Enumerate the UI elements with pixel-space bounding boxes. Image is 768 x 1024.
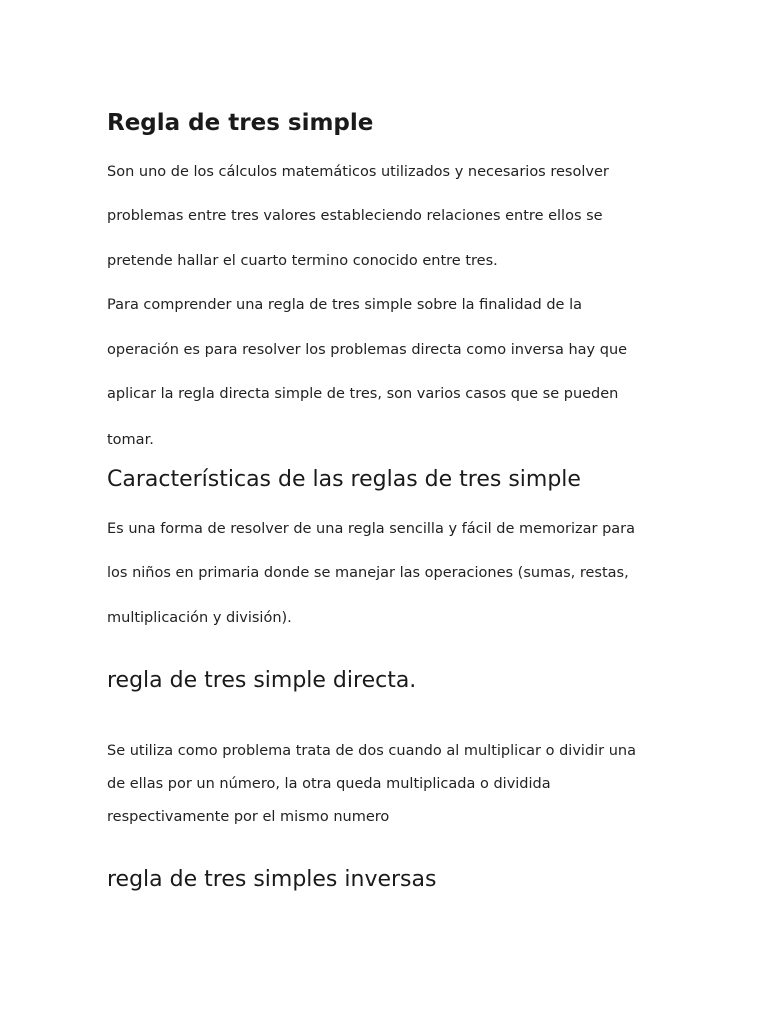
direct-heading: regla de tres simple directa. xyxy=(107,668,417,693)
intro-line-6: aplicar la regla directa simple de tres, son varios casos que se pueden xyxy=(107,386,619,402)
intro-line-2: problemas entre tres valores estableciendo relaciones entre ellos se xyxy=(107,208,603,224)
direct-line-1: Se utiliza como problema trata de dos cuando al multiplicar o dividir una xyxy=(107,743,637,759)
intro-line-5: operación es para resolver los problemas directa como inversa hay que xyxy=(107,342,628,358)
intro-line-7: tomar. xyxy=(107,432,154,448)
intro-line-4: Para comprender una regla de tres simple sobre la finalidad de la xyxy=(107,297,582,313)
intro-line-3: pretende hallar el cuarto termino conocido entre tres. xyxy=(107,253,498,269)
document-title: Regla de tres simple xyxy=(107,110,374,136)
intro-line-1: Son uno de los cálculos matemáticos utilizados y necesarios resolver xyxy=(107,164,609,180)
characteristics-line-2: los niños en primaria donde se manejar las operaciones (sumas, restas, xyxy=(107,565,629,581)
direct-line-3: respectivamente por el mismo numero xyxy=(107,809,390,825)
characteristics-line-1: Es una forma de resolver de una regla sencilla y fácil de memorizar para xyxy=(107,521,636,537)
direct-line-2: de ellas por un número, la otra queda multiplicada o dividida xyxy=(107,776,551,792)
characteristics-heading: Características de las reglas de tres simple xyxy=(107,467,581,492)
characteristics-line-3: multiplicación y división). xyxy=(107,610,292,626)
inverse-heading: regla de tres simples inversas xyxy=(107,867,437,892)
